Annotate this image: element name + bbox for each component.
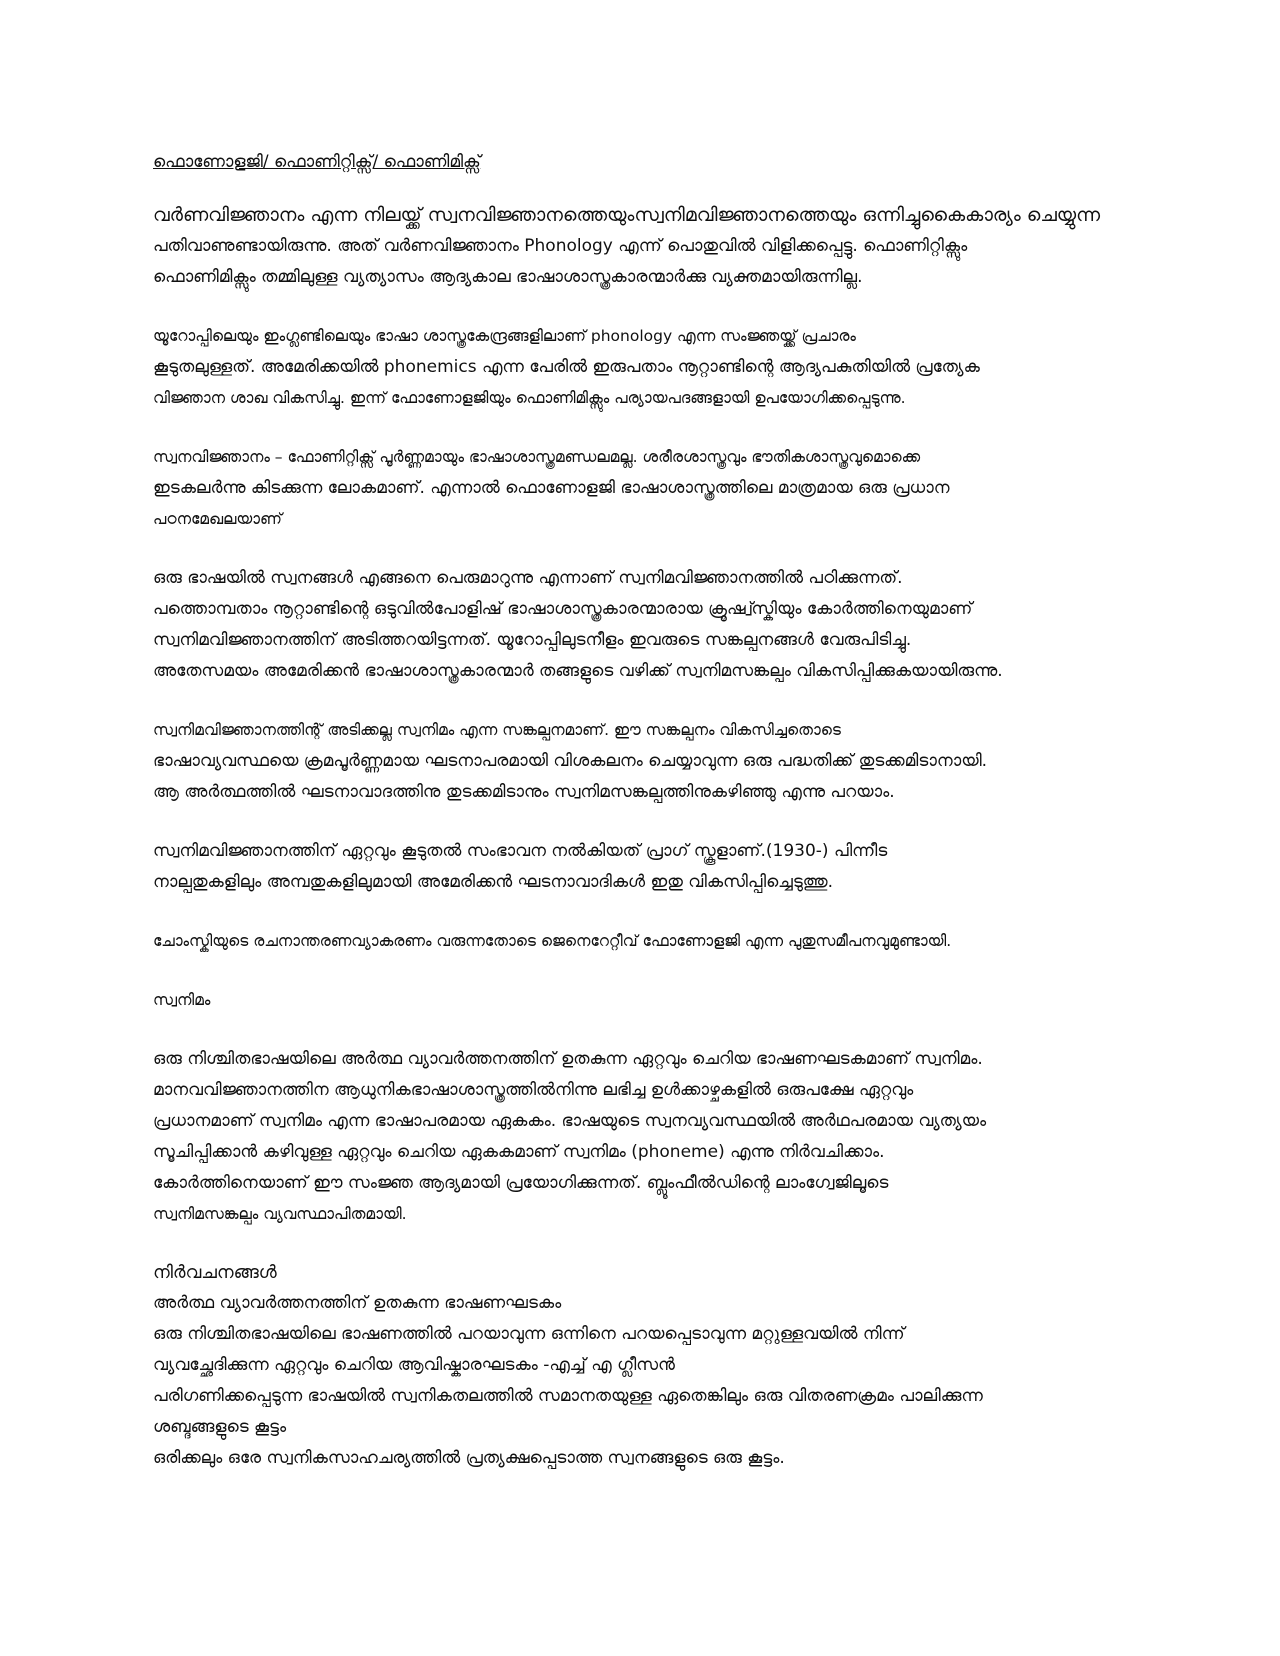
paragraph-varnavijnanam	[153, 200, 1263, 293]
paragraph-line: ചോംസ്കിയുടെ രചനാന്തരണവ്യാകരണം വരുന്നതോടെ ജെനെറേറ്റീവ് ഫോണോളജി എന്ന പുതുസമീപനവുമുണ്ടായി.	[153, 932, 952, 950]
paragraph-line: കോർത്തിനെയാണ് ഈ സംജ്ഞ ആദ്യമായി പ്രയോഗിക്കുന്നത്. ബ്ലൂംഫീൽഡിന്റെ ലാംഗ്വേജിലൂടെ	[153, 1173, 889, 1193]
paragraph-structuralism	[153, 715, 1263, 808]
definition-line: വ്യവച്ഛേദിക്കുന്ന ഏറ്റവും ചെറിയ ആവിഷ്കാരഘടകം -എച്ച് എ ഗ്ലീസൻ	[153, 1355, 675, 1375]
paragraph-prague	[153, 836, 1263, 898]
paragraph-line: സ്വനിമവിജ്ഞാനത്തിന് ഏറ്റവും കൂടുതൽ സംഭാവന നൽകിയത് പ്രാഗ് സ്കൂളാണ്.(1930-) പിന്നീട	[153, 841, 888, 861]
paragraph-line: വിജ്ഞാന ശാഖ വികസിച്ചു. ഇന്ന് ഫോണോളജിയും ഫൊണിമിക്സും പര്യായപദങ്ങളായി ഉപയോഗിക്കപ്പെടുന്നു.	[153, 389, 906, 407]
paragraph-line: ഭാഷാവ്യവസ്ഥയെ ക്രമപൂർണ്ണമായ ഘടനാപരമായി വിശകലനം ചെയ്യാവുന്ന ഒരു പദ്ധതിക്ക് തുടക്കമിടാനായി.	[153, 751, 988, 771]
paragraph-line: പ്രധാനമാണ് സ്വനിമം എന്ന ഭാഷാപരമായ ഏകകം. ഭാഷയുടെ സ്വനവ്യവസ്ഥയിൽ അർഥപരമായ വ്യത്യയം	[153, 1111, 987, 1131]
definition-line: ശബ്ദങ്ങളുടെ കൂട്ടം	[153, 1417, 287, 1437]
document-title: ഫൊണോളജി/ ഫൊണിറ്റിക്സ്/ ഫൊണിമിക്സ്	[153, 152, 481, 172]
definitions-section	[153, 1258, 1263, 1474]
paragraph-phoneme	[153, 1044, 1263, 1230]
paragraph-line: സൂചിപ്പിക്കാൻ കഴിവുള്ള ഏറ്റവും ചെറിയ ഏകകമാണ് സ്വനിമം (phoneme) എന്നു നിർവചിക്കാം.	[153, 1142, 885, 1162]
definition-line: ഒരു നിശ്ചിതഭാഷയിലെ ഭാഷണത്തിൽ പറയാവുന്ന ഒന്നിനെ പറയപ്പെടാവുന്ന മറ്റുള്ളവയിൽ നിന്ന്	[153, 1324, 905, 1344]
definition-line: പരിഗണിക്കപ്പെടുന്ന ഭാഷയിൽ സ്വനികതലത്തിൽ സമാനതയുള്ള ഏതെങ്കിലും ഒരു വിതരണക്രമം പാലിക്കുന്ന	[153, 1386, 983, 1406]
paragraph-line: ഒരു നിശ്ചിതഭാഷയിലെ അർത്ഥ വ്യാവർത്തനത്തിന് ഉതകുന്ന ഏറ്റവും ചെറിയ ഭാഷണഘടകമാണ് സ്വനിമം.	[153, 1049, 983, 1069]
paragraph-line: സ്വനവിജ്ഞാനം – ഫോണിറ്റിക്സ് പൂർണ്ണമായും ഭാഷാശാസ്ത്രമണ്ഡലമല്ല. ശരീരശാസ്ത്രവും ഭൗതികശാസ്ത്രവുമൊക്കെ	[153, 448, 921, 466]
paragraph-phonetics	[153, 442, 1263, 535]
paragraph-line: ഇടകലർന്നു കിടക്കുന്ന ലോകമാണ്. എന്നാൽ ഫൊണോളജി ഭാഷാശാസ്ത്രത്തിലെ മാത്രമായ ഒരു പ്രധാന	[153, 478, 950, 498]
paragraph-history	[153, 563, 1263, 687]
paragraph-line: പതിവാണുണ്ടായിരുന്നു. അത് വർണവിജ്ഞാനം Phonology എന്ന് പൊതുവിൽ വിളിക്കപ്പെട്ടു. ഫൊണിറ്റിക്സും	[153, 236, 968, 256]
paragraph-line: യൂറോപ്പിലെയും ഇംഗ്ലണ്ടിലെയും ഭാഷാ ശാസ്ത്രകേന്ദ്രങ്ങളിലാണ് phonology എന്ന സംജ്ഞയ്ക്ക് പ്രചാരം	[153, 327, 856, 345]
paragraph-line: പഠനമേഖലയാണ്	[153, 510, 282, 528]
paragraph-line: ആ അർത്ഥത്തിൽ ഘടനാവാദത്തിനു തുടക്കമിടാനും സ്വനിമസങ്കല്പത്തിനുകഴിഞ്ഞു എന്നു പറയാം.	[153, 782, 895, 802]
document-page	[153, 150, 1263, 1502]
paragraph-line: സ്വനിമസങ്കല്പം വ്യവസ്ഥാപിതമായി.	[153, 1205, 407, 1223]
section-heading-phoneme	[153, 985, 1263, 1016]
paragraph-line: മാനവവിജ്ഞാനത്തിന ആധുനികഭാഷാശാസ്ത്രത്തിൽനിന്നു ലഭിച്ച ഉൾക്കാഴ്ചകളിൽ ഒരുപക്ഷേ ഏറ്റവും	[153, 1080, 914, 1100]
paragraph-line: സ്വനിമവിജ്ഞാനത്തിന്റ് അടിക്കല്ല സ്വനിമം എന്ന സങ്കല്പനമാണ്. ഈ സങ്കല്പനം വികസിച്ചതൊടെ	[153, 721, 841, 739]
section-heading: സ്വനിമം	[153, 991, 211, 1009]
paragraph-line: അതേസമയം അമേരിക്കൻ ഭാഷാശാസ്ത്രകാരന്മാർ തങ്ങളുടെ വഴിക്ക് സ്വനിമസങ്കല്പം വികസിപ്പിക്കുകയായിരുന്നു.	[153, 661, 1003, 681]
paragraph-line: ഫൊണിമിക്സും തമ്മിലുള്ള വ്യത്യാസം ആദ്യകാല ഭാഷാശാസ്ത്രകാരന്മാർക്കു വ്യക്തമായിരുന്നില്ല.	[153, 267, 863, 287]
paragraph-chomsky	[153, 926, 1263, 957]
paragraph-line: ഒരു ഭാഷയിൽ സ്വനങ്ങൾ എങ്ങനെ പെരുമാറുന്നു എന്നാണ് സ്വനിമവിജ്ഞാനത്തിൽ പഠിക്കുന്നത്.	[153, 568, 903, 588]
definition-line: അർത്ഥ വ്യാവർത്തനത്തിന് ഉതകുന്ന ഭാഷണഘടകം	[153, 1293, 562, 1313]
paragraph-line: സ്വനിമവിജ്ഞാനത്തിന് അടിത്തറയിട്ടന്നത്. യൂറോപ്പിലുടനീളം ഇവരുടെ സങ്കല്പനങ്ങൾ വേരുപിടിച്ചു.	[153, 630, 912, 650]
definition-line: ഒരിക്കലും ഒരേ സ്വനികസാഹചര്യത്തിൽ പ്രത്യക്ഷപ്പെടാത്ത സ്വനങ്ങളുടെ ഒരു കൂട്ടം.	[153, 1448, 785, 1468]
paragraph-line: കൂടുതലുള്ളത്. അമേരിക്കയിൽ phonemics എന്ന പേരിൽ ഇരുപതാം നൂറ്റാണ്ടിന്റെ ആദ്യപകുതിയിൽ പ്രത്യേക	[153, 357, 980, 377]
paragraph-line: നാല്പതുകളിലും അമ്പതുകളിലുമായി അമേരിക്കൻ ഘടനാവാദികൾ ഇതു വികസിപ്പിച്ചെടുത്തു.	[153, 872, 834, 892]
definitions-heading: നിർവചനങ്ങൾ	[153, 1262, 277, 1283]
paragraph-line: പത്തൊമ്പതാം നൂറ്റാണ്ടിന്റെ ഒടുവിൽപോളിഷ് ഭാഷാശാസ്ത്രകാരന്മാരായ ക്രൂഷ്വ്സ്കിയും കോർത്തിനെയുമാണ്	[153, 599, 973, 619]
paragraph-line: വർണവിജ്ഞാനം എന്ന നിലയ്ക്ക് സ്വനവിജ്ഞാനത്തെയുംസ്വനിമവിജ്ഞാനത്തെയും ഒന്നിച്ചുകൈകാര്യം ചെയ്യുന്ന	[153, 204, 1101, 226]
paragraph-europe	[153, 321, 1263, 414]
